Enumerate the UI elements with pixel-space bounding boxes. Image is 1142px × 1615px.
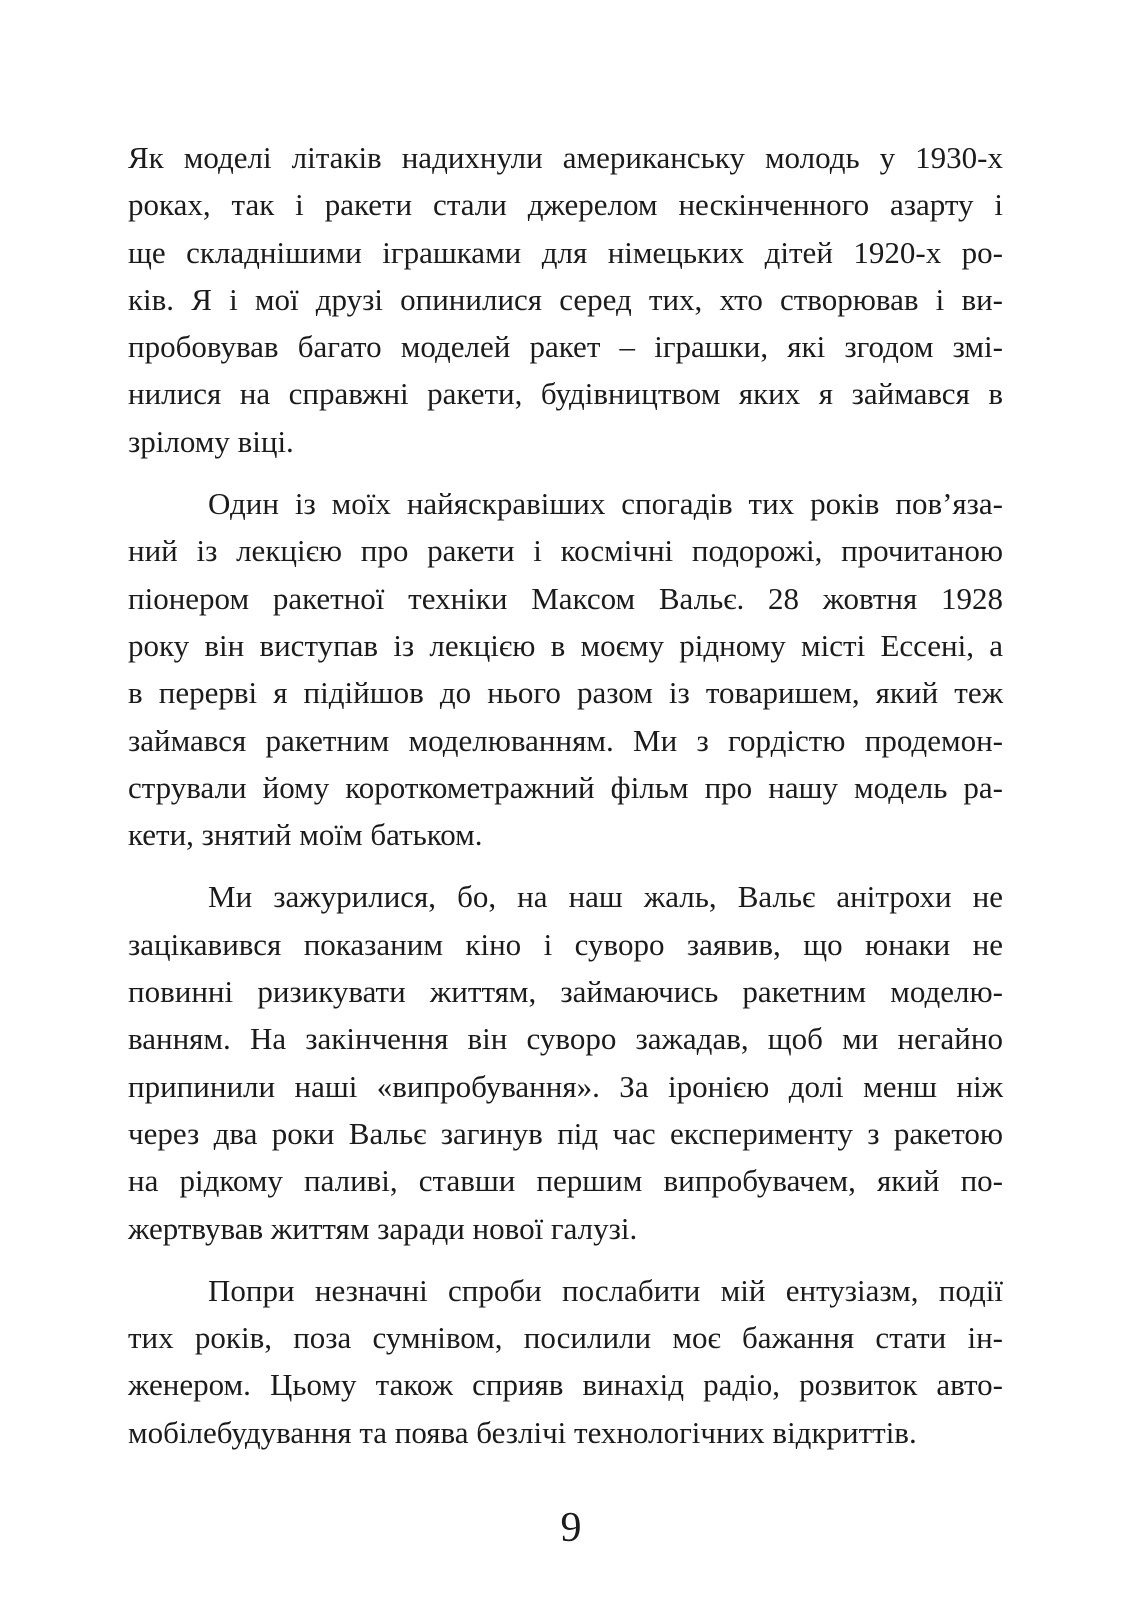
text-line: Як моделі літаків надихнули американську молодь у 1930-х [128, 140, 1003, 175]
text-line: ще складнішими іграшками для німецьких дітей 1920-х ро- [128, 234, 1003, 270]
paragraph [128, 134, 1003, 465]
text-line: Попри незначні спроби послабити мій ентузіазм, події [208, 1272, 1003, 1308]
text-line: Ми зажурилися, бо, на наш жаль, Вальє анітрохи не [208, 879, 1003, 915]
text-line: займався ракетним моделюванням. Ми з гордістю продемон- [128, 722, 1003, 758]
text-line: нилися на справжні ракети, будівництвом яких я займався в [128, 376, 1003, 412]
text-block [128, 134, 1003, 1456]
text-line: стрували йому короткометражний фільм про нашу модель ра- [128, 769, 1003, 805]
text-line: кети, знятий моїм батьком. [128, 817, 483, 853]
page-number: 9 [560, 1505, 582, 1551]
text-line: Один із моїх найяскравіших спогадів тих років пов’яза- [208, 486, 1003, 522]
text-line: жертвував життям заради нової галузі. [128, 1210, 638, 1246]
text-line: припинили наші «випробування». За іронією долі менш ніж [128, 1068, 1003, 1104]
text-line: зацікавився показаним кіно і суворо заявив, що юнаки не [128, 926, 1003, 962]
text-line: женером. Цьому також сприяв винахід радіо, розвиток авто- [128, 1367, 1003, 1403]
paragraph [128, 1267, 1003, 1456]
text-line: через два роки Вальє загинув під час експерименту з ракетою [128, 1115, 1003, 1151]
text-line: тих років, поза сумнівом, посилили моє бажання стати ін- [128, 1320, 1003, 1356]
paragraph [128, 873, 1003, 1251]
text-line: ний із лекцією про ракети і космічні подорожі, прочитаною [128, 533, 1003, 569]
text-line: піонером ракетної техніки Максом Вальє. 28 жовтня 1928 [128, 580, 1003, 616]
text-line: повинні ризикувати життям, займаючись ракетним моделю- [128, 974, 1003, 1010]
text-line: зрілому віці. [128, 423, 294, 459]
text-line: роках, так і ракети стали джерелом нескінченного азарту і [128, 187, 1003, 223]
text-line: в перерві я підійшов до нього разом із товаришем, який теж [128, 675, 1003, 711]
text-line: ків. Я і мої друзі опинилися серед тих, хто створював і ви- [128, 281, 1003, 317]
paragraph [128, 480, 1003, 858]
text-line: на рідкому паливі, ставши першим випробувачем, який по- [128, 1163, 1003, 1199]
text-line: ванням. На закінчення він суворо зажадав, щоб ми негайно [128, 1021, 1003, 1057]
text-line: мобілебудування та поява безлічі технологічних відкриттів. [128, 1414, 917, 1450]
text-line: пробовував багато моделей ракет – іграшки, які згодом змі- [128, 329, 1003, 365]
text-line: року він виступав із лекцією в моєму рідному місті Ессені, а [128, 627, 1003, 663]
